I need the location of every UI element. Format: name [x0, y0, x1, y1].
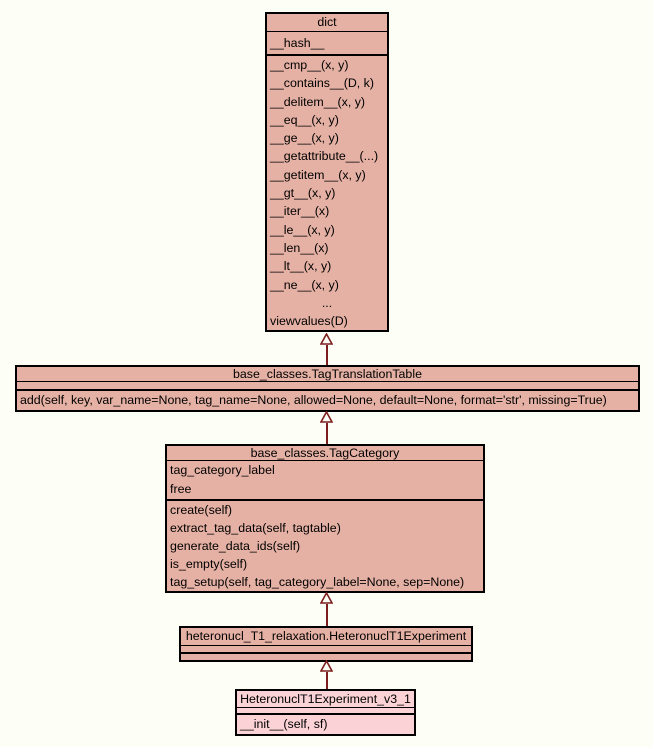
method-row: __len__(x) [270, 240, 329, 255]
method-row: extract_tag_data(self, tagtable) [170, 521, 341, 535]
class-box-heteronuclt1experiment [179, 626, 473, 662]
attributes-compartment [267, 32, 387, 56]
method-row: __init__(self, sf) [240, 717, 328, 731]
method-row: __le__(x, y) [270, 222, 335, 237]
arrow-stem [326, 604, 328, 626]
class-title: base_classes.TagCategory [167, 446, 483, 461]
attributes-compartment [237, 708, 414, 715]
method-row: __getattribute__(...) [270, 149, 379, 164]
method-row: __gt__(x, y) [270, 186, 336, 201]
methods-compartment [167, 501, 483, 591]
attribute-row: tag_category_label [170, 463, 275, 477]
methods-compartment [237, 715, 414, 734]
method-row: __cmp__(x, y) [270, 58, 349, 72]
attributes-compartment [167, 461, 483, 501]
attribute-row: __hash__ [270, 36, 325, 50]
class-box-dict [265, 12, 389, 332]
inheritance-arrow [320, 592, 333, 626]
hollow-triangle-arrowhead-icon [320, 592, 333, 604]
method-row: __eq__(x, y) [270, 112, 339, 127]
inheritance-arrow [320, 411, 333, 444]
class-title: heteronucl_T1_relaxation.HeteronuclT1Experiment [181, 628, 471, 646]
inheritance-arrow [320, 333, 333, 365]
class-title: HeteronuclT1Experiment_v3_1 [237, 691, 414, 708]
class-box-tagcategory [165, 444, 485, 593]
attribute-row: free [170, 482, 192, 496]
arrow-stem [326, 423, 328, 444]
method-row: is_empty(self) [170, 557, 248, 571]
method-row: __getitem__(x, y) [270, 167, 366, 182]
method-row: __iter__(x) [270, 204, 330, 219]
method-row: __ne__(x, y) [270, 277, 339, 292]
class-box-heteronuclt1experiment-v3-1 [235, 689, 416, 736]
method-row: __ge__(x, y) [270, 131, 339, 146]
hollow-triangle-arrowhead-icon [320, 411, 333, 423]
attributes-compartment [181, 646, 471, 654]
class-title: base_classes.TagTranslationTable [17, 367, 638, 382]
method-row: tag_setup(self, tag_category_label=None, sep=None) [170, 575, 465, 589]
class-box-tagtranslationtable [15, 365, 640, 412]
method-row: __lt__(x, y) [270, 259, 332, 274]
arrow-stem [326, 345, 328, 365]
method-row: ... [321, 295, 333, 310]
hollow-triangle-arrowhead-icon [320, 660, 333, 672]
method-row: create(self) [170, 503, 232, 517]
inheritance-arrow [320, 660, 333, 689]
method-row: __contains__(D, k) [270, 76, 374, 91]
hollow-triangle-arrowhead-icon [320, 333, 333, 345]
methods-compartment [267, 56, 387, 330]
arrow-stem [326, 672, 328, 689]
method-row: generate_data_ids(self) [170, 539, 301, 553]
attributes-compartment [17, 382, 638, 391]
method-row: __delitem__(x, y) [270, 94, 366, 109]
method-row: viewvalues(D) [270, 314, 348, 329]
class-title: dict [267, 14, 387, 32]
method-row: add(self, key, var_name=None, tag_name=None, allowed=None, default=None, format='str', missing=True) [20, 393, 607, 407]
methods-compartment [17, 391, 638, 410]
